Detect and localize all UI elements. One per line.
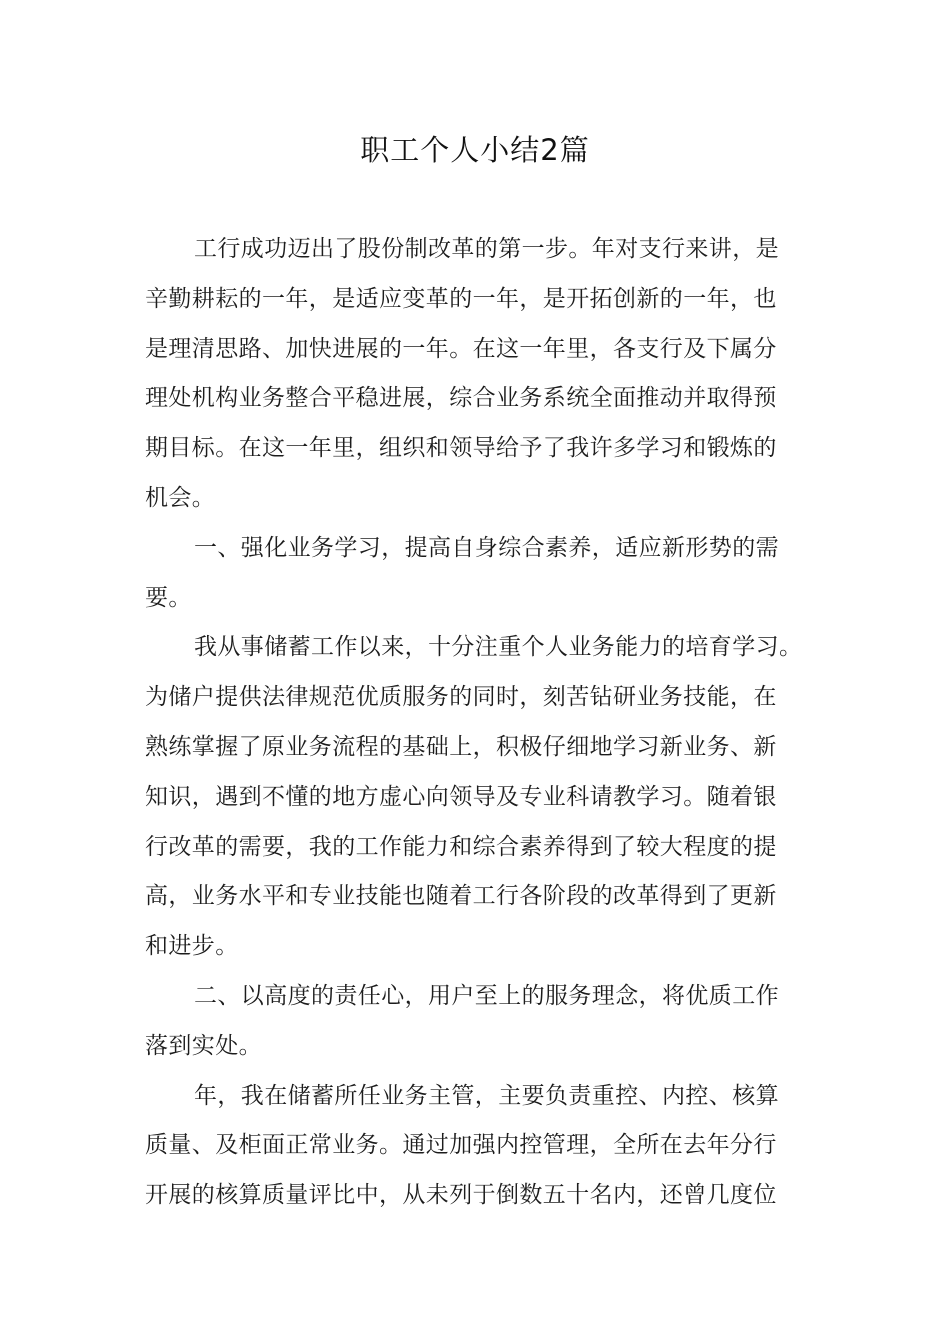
paragraph-line: 年，我在储蓄所任业务主管，主要负责重控、内控、核算: [194, 1082, 779, 1109]
document-title: 职工个人小结2篇: [360, 133, 590, 167]
paragraph-line: 期目标。在这一年里，组织和领导给予了我许多学习和锻炼的: [145, 435, 777, 462]
section-heading-line: 落到实处。: [145, 1032, 262, 1059]
paragraph-line: 质量、及柜面正常业务。通过加强内控管理，全所在去年分行: [145, 1132, 777, 1159]
document-body: [145, 225, 830, 1221]
paragraph-line: 和进步。: [145, 933, 239, 960]
paragraph-line: 是理清思路、加快进展的一年。在这一年里，各支行及下属分: [145, 335, 777, 362]
paragraph-line: 我从事储蓄工作以来，十分注重个人业务能力的培育学习。: [194, 634, 803, 661]
paragraph-line: 理处机构业务整合平稳进展，综合业务系统全面推动并取得预: [145, 385, 777, 412]
paragraph-line: 机会。: [145, 484, 216, 511]
paragraph-line: 辛勤耕耘的一年，是适应变革的一年，是开拓创新的一年，也: [145, 285, 777, 312]
paragraph-line: 熟练掌握了原业务流程的基础上，积极仔细地学习新业务、新: [145, 733, 777, 760]
paragraph-line: 知识，遇到不懂的地方虚心向领导及专业科请教学习。随着银: [145, 783, 777, 810]
paragraph-line: 高，业务水平和专业技能也随着工行各阶段的改革得到了更新: [145, 883, 777, 910]
section-heading-line: 二、以高度的责任心，用户至上的服务理念，将优质工作: [194, 982, 779, 1009]
section-heading-line: 要。: [145, 584, 192, 611]
section-heading-line: 一、强化业务学习，提高自身综合素养，适应新形势的需: [194, 534, 779, 561]
paragraph-line: 行改革的需要，我的工作能力和综合素养得到了较大程度的提: [145, 833, 777, 860]
paragraph-line: 工行成功迈出了股份制改革的第一步。年对支行来讲，是: [194, 236, 779, 262]
paragraph-line: 为储户提供法律规范优质服务的同时，刻苦钻研业务技能，在: [145, 684, 777, 711]
paragraph-line: 开展的核算质量评比中，从未列于倒数五十名内，还曾几度位: [145, 1182, 777, 1209]
